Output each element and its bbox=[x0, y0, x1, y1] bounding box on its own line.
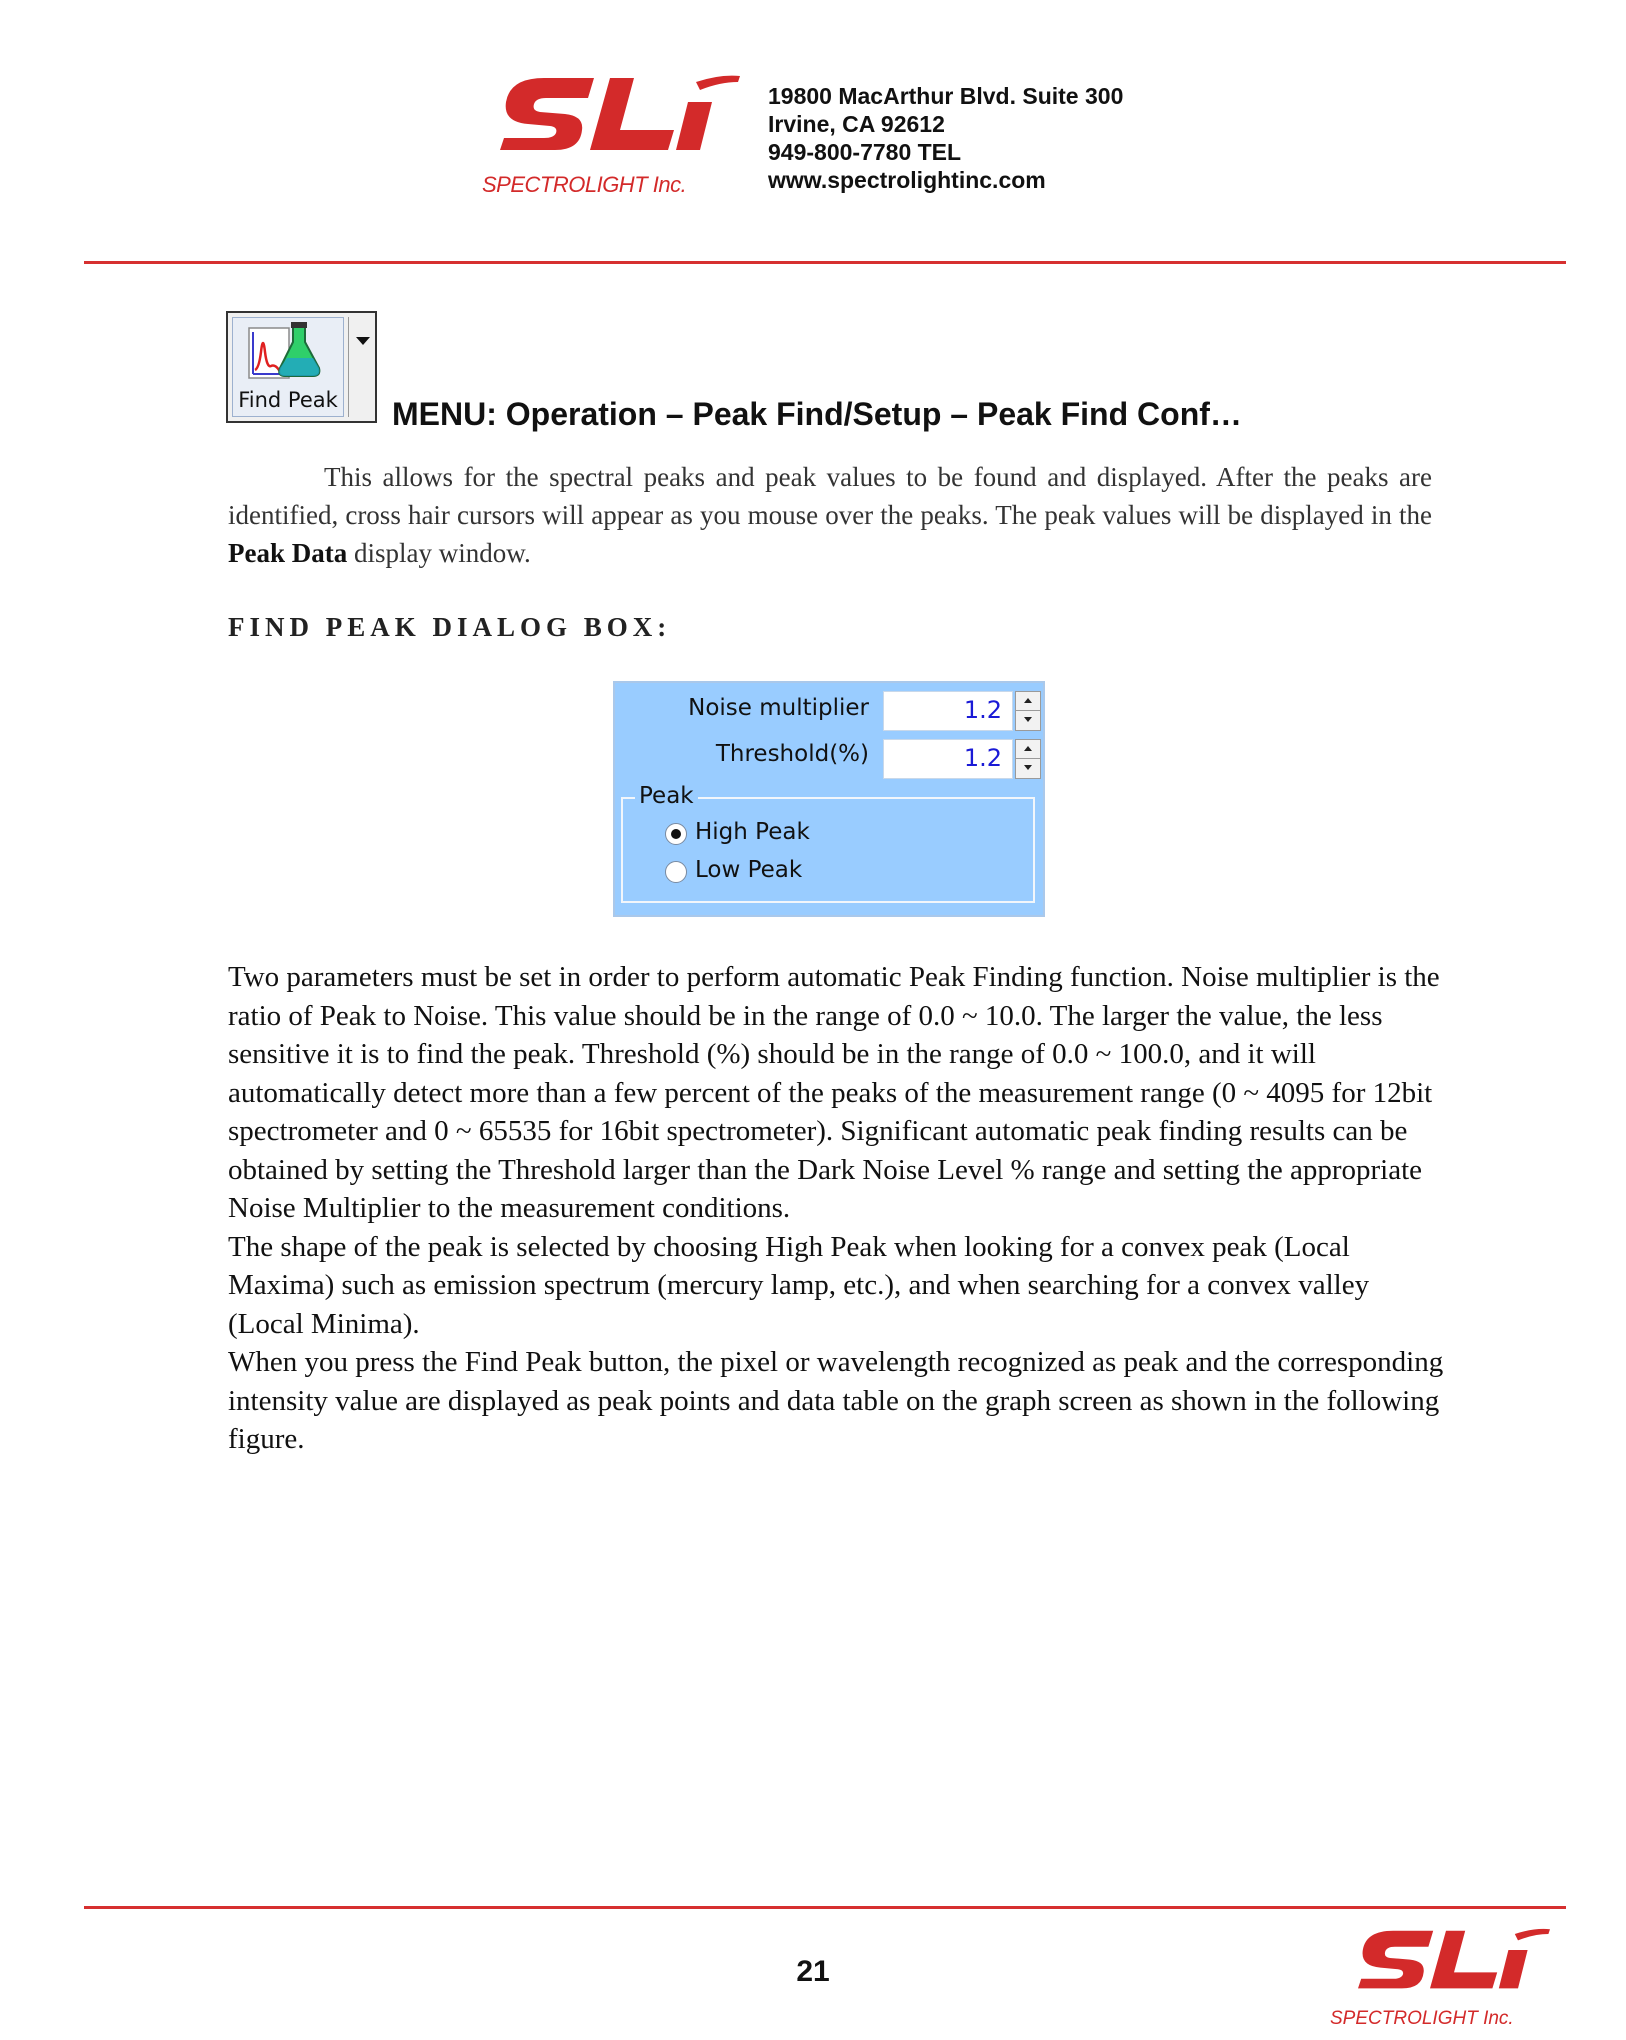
website-link[interactable]: www.spectrolightinc.com bbox=[768, 167, 1046, 193]
logo-subtitle: SPECTROLIGHT Inc. bbox=[482, 172, 687, 197]
footer-divider bbox=[84, 1906, 1566, 1909]
address-line: 949-800-7780 TEL bbox=[768, 139, 962, 165]
dropdown-arrow-icon[interactable] bbox=[356, 337, 370, 345]
peak-groupbox bbox=[621, 783, 1035, 903]
body-text bbox=[228, 958, 1448, 1459]
find-peak-button[interactable] bbox=[226, 311, 377, 423]
footer-logo-subtitle: SPECTROLIGHT Inc. bbox=[1330, 2008, 1514, 2029]
high-peak-radio[interactable] bbox=[665, 823, 687, 845]
find-peak-icon bbox=[247, 322, 327, 386]
menu-heading: MENU: Operation – Peak Find/Setup – Peak Find Conf… bbox=[392, 396, 1242, 432]
address-line: 19800 MacArthur Blvd. Suite 300 bbox=[768, 83, 1124, 109]
company-logo bbox=[470, 72, 760, 212]
address-line: Irvine, CA 92612 bbox=[768, 111, 945, 137]
arrow-down-icon bbox=[1024, 765, 1032, 770]
sli-logo-icon bbox=[470, 72, 760, 172]
arrow-up-icon bbox=[1024, 698, 1032, 703]
threshold-spinner[interactable] bbox=[1015, 739, 1041, 779]
body-paragraph: The shape of the peak is selected by choosing High Peak when looking for a convex peak (Local Maxima) such as emission spectrum (mercury lamp, etc.), and when searching for a convex valley (Local Minima). bbox=[228, 1230, 1370, 1340]
radio-selected-icon bbox=[671, 829, 681, 839]
threshold-label: Threshold(%) bbox=[715, 741, 869, 767]
high-peak-label[interactable]: High Peak bbox=[695, 819, 810, 845]
arrow-up-icon bbox=[1024, 746, 1032, 751]
threshold-value: 1.2 bbox=[963, 744, 1002, 772]
noise-multiplier-label: Noise multiplier bbox=[688, 695, 869, 721]
footer-logo bbox=[1330, 1926, 1570, 2036]
peak-group-title: Peak bbox=[635, 783, 698, 809]
low-peak-label[interactable]: Low Peak bbox=[695, 857, 803, 883]
threshold-input[interactable] bbox=[883, 739, 1013, 779]
spin-up-button[interactable] bbox=[1016, 692, 1040, 711]
intro-paragraph: This allows for the spectral peaks and peak values to be found and displayed. After the peaks are identified, cross hair cursors will appear as you mouse over the peaks. The peak values will be displayed in the Peak Data display window. bbox=[228, 462, 1432, 568]
peak-data-term: Peak Data bbox=[228, 538, 348, 568]
find-peak-label: Find Peak bbox=[238, 388, 338, 412]
arrow-down-icon bbox=[1024, 717, 1032, 722]
body-paragraph: When you press the Find Peak button, the pixel or wavelength recognized as peak and the corresponding intensity value are displayed as peak points and data table on the graph screen as shown in the following figure. bbox=[228, 1346, 1444, 1455]
spin-down-button[interactable] bbox=[1016, 711, 1040, 730]
noise-multiplier-spinner[interactable] bbox=[1015, 691, 1041, 731]
find-peak-dialog bbox=[613, 681, 1045, 917]
spin-up-button[interactable] bbox=[1016, 740, 1040, 759]
noise-multiplier-input[interactable] bbox=[883, 691, 1013, 731]
page-number: 21 bbox=[796, 1955, 830, 1988]
spin-down-button[interactable] bbox=[1016, 759, 1040, 778]
section-title: FIND PEAK DIALOG BOX: bbox=[228, 612, 672, 642]
noise-multiplier-value: 1.2 bbox=[963, 696, 1002, 724]
company-address bbox=[768, 82, 1123, 194]
low-peak-radio[interactable] bbox=[665, 861, 687, 883]
sli-logo-icon bbox=[1330, 1926, 1570, 2006]
body-paragraph: Two parameters must be set in order to perform automatic Peak Finding function. Noise multiplier is the ratio of Peak to Noise. This value should be in the range of 0.0 ~ 10.0. The larger the value, the less sensitive it is to find the peak. Threshold (%) should be in the range of 0.0 ~ 100.0, and it will automatically detect more than a few percent of the peaks of the measurement range (0 ~ 4095 for 12bit spectrometer and 0 ~ 65535 for 16bit spectrometer). Significant automatic peak finding results can be obtained by setting the Threshold larger than the Dark Noise Level % range and setting the appropriate Noise Multiplier to the measurement conditions. bbox=[228, 961, 1440, 1224]
header-divider bbox=[84, 261, 1566, 264]
